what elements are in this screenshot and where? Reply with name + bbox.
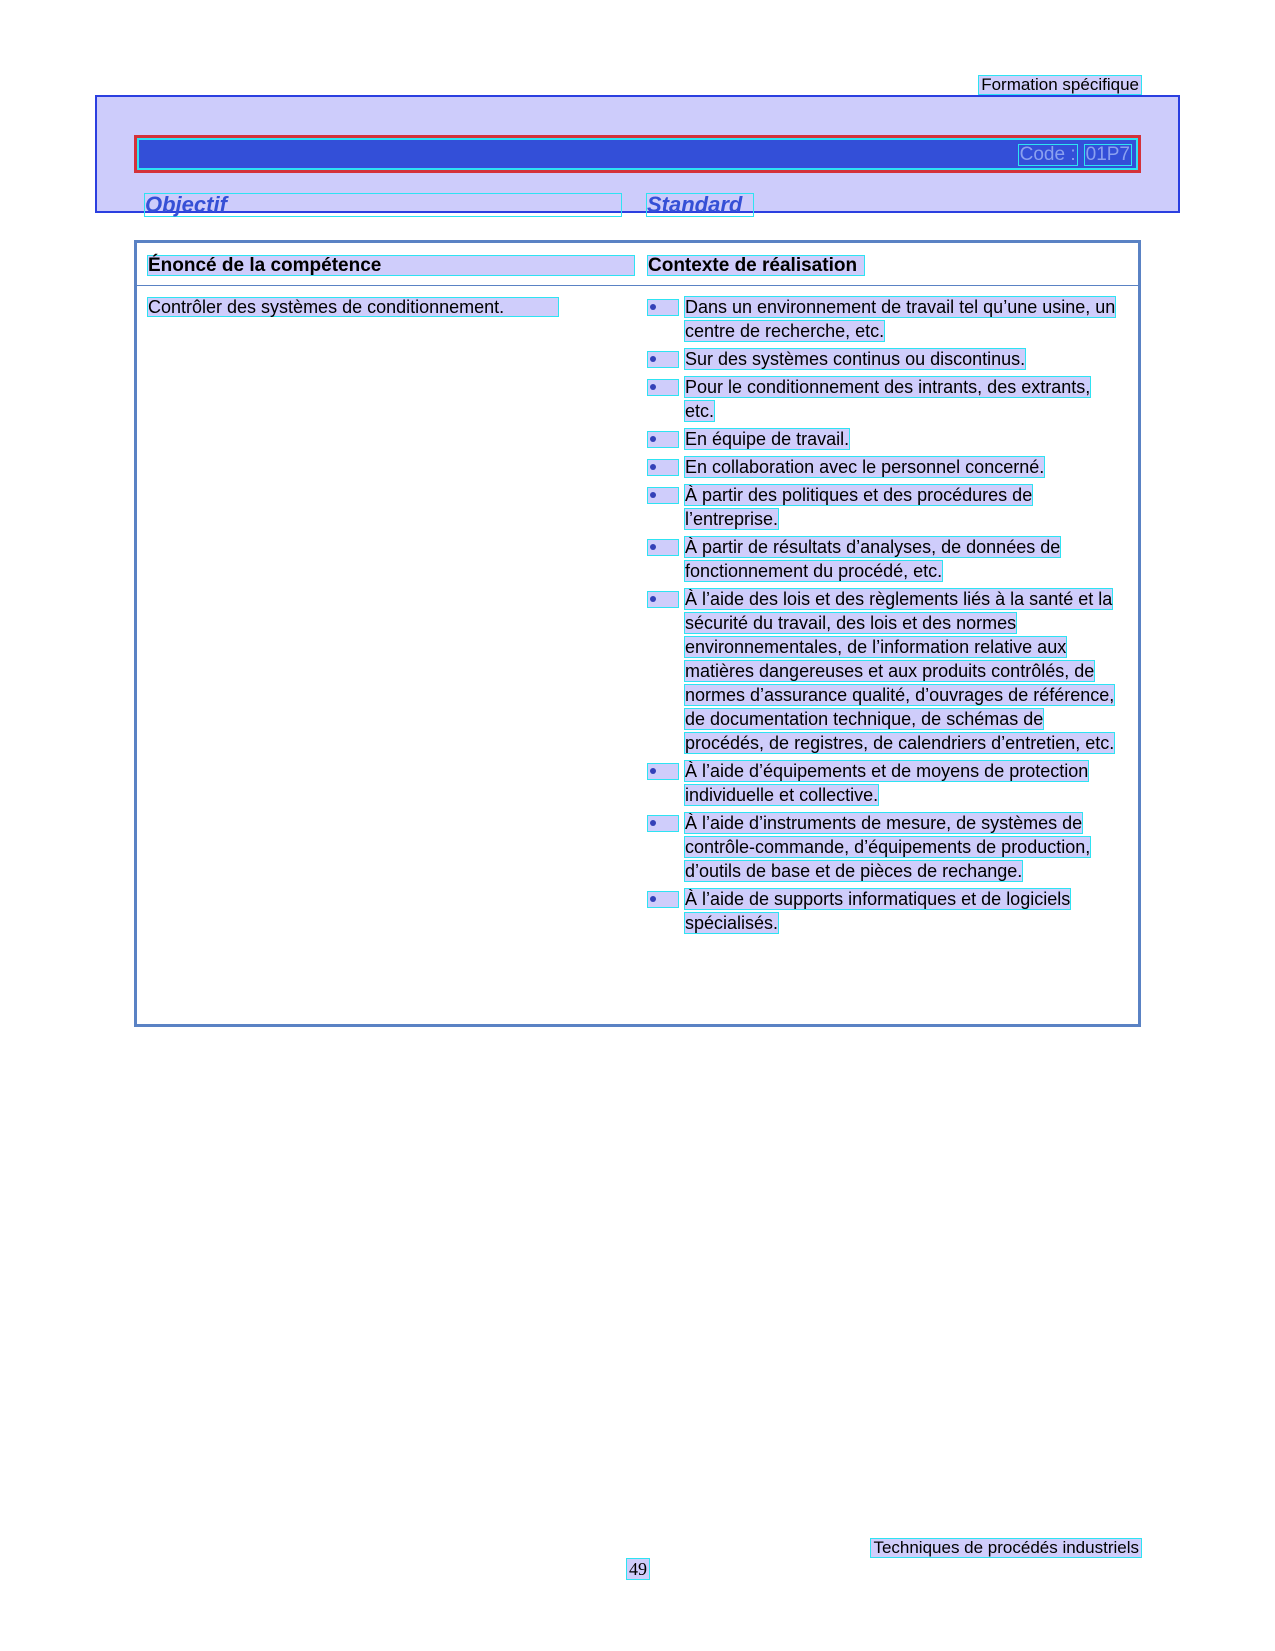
list-item — [647, 455, 1117, 479]
competence-statement: Contrôler des systèmes de conditionnement. — [147, 297, 559, 317]
list-item — [647, 483, 1117, 531]
bullet-icon — [647, 431, 679, 448]
list-item — [647, 427, 1117, 451]
bullet-icon — [647, 891, 679, 908]
bullet-icon — [647, 459, 679, 476]
code-bar — [134, 135, 1141, 173]
bullet-icon — [647, 815, 679, 832]
context-item-text: À l’aide des lois et des règlements liés à la santé et la sécurité du travail, des lois et des normes environnementales, de l’information relative aux matières dangereuses et aux produits contrôlés, de normes d’assurance qualité, d’ouvrages de référence, de documentation technique, de schémas de procédés, de registres, de calendriers d’entretien, etc. — [685, 589, 1115, 753]
context-item-text: À l’aide d’équipements et de moyens de protection individuelle et collective. — [685, 761, 1089, 805]
list-item — [647, 347, 1117, 371]
bullet-icon — [647, 487, 679, 504]
code-label: Code : — [1019, 144, 1076, 165]
standard-label: Standard — [646, 193, 754, 217]
bullet-icon — [647, 591, 679, 608]
context-item-text: À l’aide d’instruments de mesure, de systèmes de contrôle-commande, d’équipements de production, d’outils de base et de pièces de rechange. — [685, 813, 1091, 881]
list-item — [647, 535, 1117, 583]
list-item — [647, 759, 1117, 807]
bullet-icon — [647, 299, 679, 316]
context-item-text: En équipe de travail. — [685, 429, 850, 449]
bullet-icon — [647, 379, 679, 396]
page-number: 49 — [626, 1558, 650, 1580]
context-list — [647, 295, 1117, 939]
table-header-row — [137, 243, 1138, 286]
bullet-icon — [647, 763, 679, 780]
code-value: 01P7 — [1085, 144, 1130, 165]
list-item — [647, 587, 1117, 755]
code-group — [1018, 144, 1132, 166]
heading-context: Contexte de réalisation — [647, 255, 865, 276]
bullet-icon — [647, 539, 679, 556]
list-item — [647, 811, 1117, 883]
footer-program-title: Techniques de procédés industriels — [870, 1538, 1142, 1558]
objectif-label: Objectif — [144, 193, 622, 217]
context-item-text: En collaboration avec le personnel concerné. — [685, 457, 1045, 477]
list-item — [647, 295, 1117, 343]
objective-banner — [95, 95, 1180, 217]
bullet-icon — [647, 351, 679, 368]
context-item-text: À l’aide de supports informatiques et de logiciels spécialisés. — [685, 889, 1071, 933]
running-header: Formation spécifique — [978, 75, 1142, 95]
context-item-text: À partir des politiques et des procédures de l’entreprise. — [685, 485, 1033, 529]
context-item-text: Pour le conditionnement des intrants, des extrants, etc. — [685, 377, 1091, 421]
list-item — [647, 375, 1117, 423]
context-item-text: Dans un environnement de travail tel qu’une usine, un centre de recherche, etc. — [685, 297, 1116, 341]
context-item-text: Sur des systèmes continus ou discontinus. — [685, 349, 1026, 369]
context-item-text: À partir de résultats d’analyses, de données de fonctionnement du procédé, etc. — [685, 537, 1061, 581]
competence-table — [134, 240, 1141, 1027]
list-item — [647, 887, 1117, 935]
heading-competence: Énoncé de la compétence — [147, 255, 635, 276]
